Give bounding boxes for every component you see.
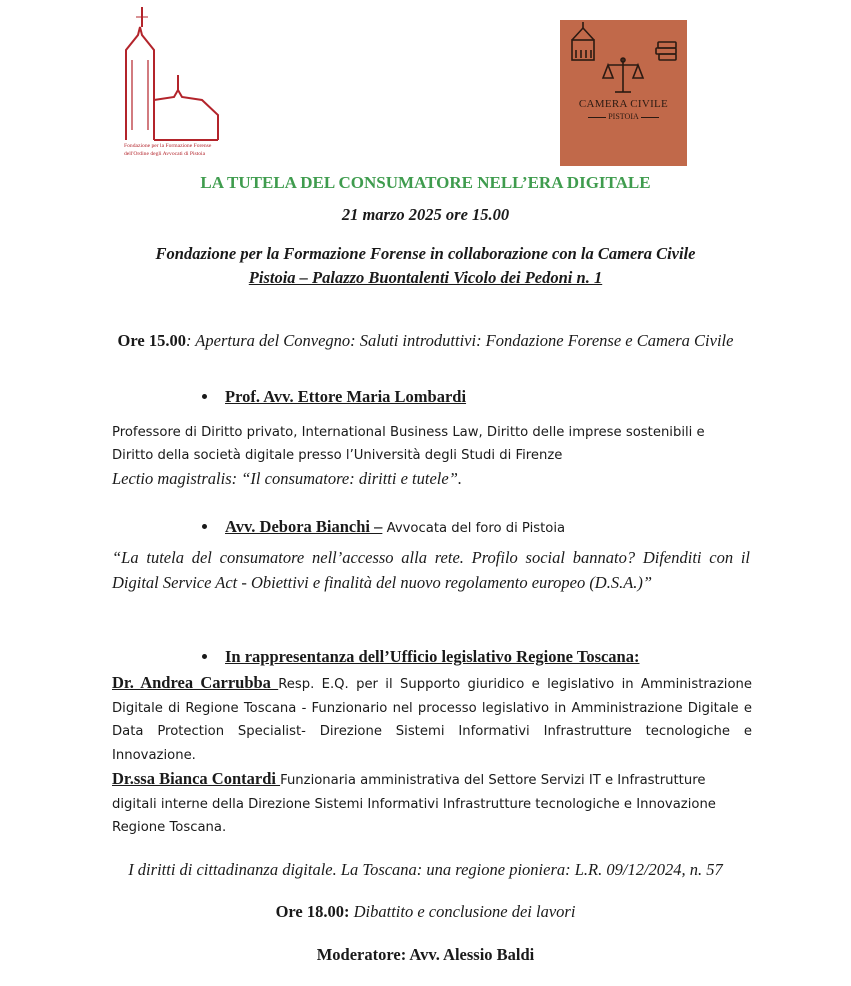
- speaker1-bio-line: Professore di Diritto privato, International Business Law, Diritto delle imprese sostenibili e: [112, 425, 705, 440]
- speaker2-name: Avv. Debora Bianchi –: [225, 517, 383, 536]
- speaker1-heading: [202, 387, 466, 407]
- organizer-line: Fondazione per la Formazione Forense in collaborazione con la Camera Civile: [155, 244, 696, 263]
- section3-heading: [202, 647, 639, 667]
- event-title: LA TUTELA DEL CONSUMATORE NELL’ERA DIGITALE: [200, 173, 651, 192]
- contardi-paragraph: [112, 767, 762, 840]
- church-outline-icon: [118, 5, 283, 145]
- speaker1-bio: [112, 421, 752, 467]
- fondazione-logo-text-2: dell'Ordine degli Avvocati di Pistoia: [124, 151, 206, 157]
- building-icon: [572, 22, 594, 60]
- logo-icons: [560, 20, 687, 95]
- contardi-text: Regione Toscana.: [112, 820, 227, 835]
- closing-line: [0, 902, 851, 922]
- contardi-text: digitali interne della Direzione Sistemi Informativi Infrastrutture tecnologiche e Innovazione: [112, 796, 716, 812]
- rights-line: I diritti di cittadinanza digitale. La Toscana: una regione pioniera: L.R. 09/12/2024, n. 57: [128, 860, 723, 879]
- camera-civile-title: CAMERA CIVILE: [578, 98, 669, 110]
- speaker2-role: Avvocata del foro di Pistoia: [382, 521, 566, 536]
- fondazione-logo: [118, 5, 283, 170]
- carrubba-text: Resp. E.Q. per il Supporto giuridico e legislativo in Amministrazione Digitale di Regione Toscana - Funzionario nel processo legislativo in Amministrazione Digitale e Data Protection Specialist- Direzione Sistemi Informativi Infrastrutture tecnologiche e Innovazione.: [112, 677, 752, 763]
- speaker2-heading: [202, 517, 565, 537]
- section3-heading-text: In rappresentanza dell’Ufficio legislativo Regione Toscana:: [225, 647, 640, 666]
- opening-text: : Apertura del Convegno: Saluti introduttivi: Fondazione Forense e Camera Civile: [185, 331, 734, 350]
- closing-time: Ore 18.00:: [275, 902, 350, 921]
- bullet-icon: [202, 394, 207, 399]
- venue-line: Pistoia – Palazzo Buontalenti Vicolo dei Pedoni n. 1: [248, 268, 603, 287]
- bullet-icon: [202, 524, 207, 529]
- carrubba-paragraph: [112, 671, 752, 767]
- scales-icon: [603, 58, 643, 92]
- closing-text: Dibattito e conclusione dei lavori: [349, 902, 576, 921]
- speaker1-bio-line: Diritto della società digitale presso l’Università degli Studi di Firenze: [112, 448, 563, 463]
- speaker1-name: Prof. Avv. Ettore Maria Lombardi: [225, 387, 467, 406]
- books-icon: [656, 42, 676, 60]
- event-date: 21 marzo 2025 ore 15.00: [341, 205, 510, 224]
- carrubba-name: Dr. Andrea Carrubba: [112, 673, 279, 692]
- bullet-icon: [202, 654, 207, 659]
- camera-civile-subtitle: PISTOIA: [608, 112, 639, 121]
- speaker2-quote: “La tutela del consumatore nell’accesso alla rete. Profilo social bannato? Difenditi con il Digital Service Act - Obiettivi e finalità del nuovo regolamento europeo (D.S.A.)”: [112, 548, 750, 592]
- divider: [641, 117, 659, 118]
- contardi-text: Funzionaria amministrativa del Settore Servizi IT e Infrastrutture: [280, 773, 706, 788]
- opening-time: Ore 15.00: [117, 331, 186, 350]
- camera-civile-logo: [560, 20, 687, 166]
- contardi-name: Dr.ssa Bianca Contardi: [112, 769, 281, 788]
- fondazione-logo-text-1: Fondazione per la Formazione Forense: [124, 143, 212, 149]
- moderator-line: Moderatore: Avv. Alessio Baldi: [316, 945, 535, 964]
- opening-line: [0, 331, 851, 351]
- speaker1-lectio: Lectio magistralis: “Il consumatore: diritti e tutele”.: [112, 469, 462, 488]
